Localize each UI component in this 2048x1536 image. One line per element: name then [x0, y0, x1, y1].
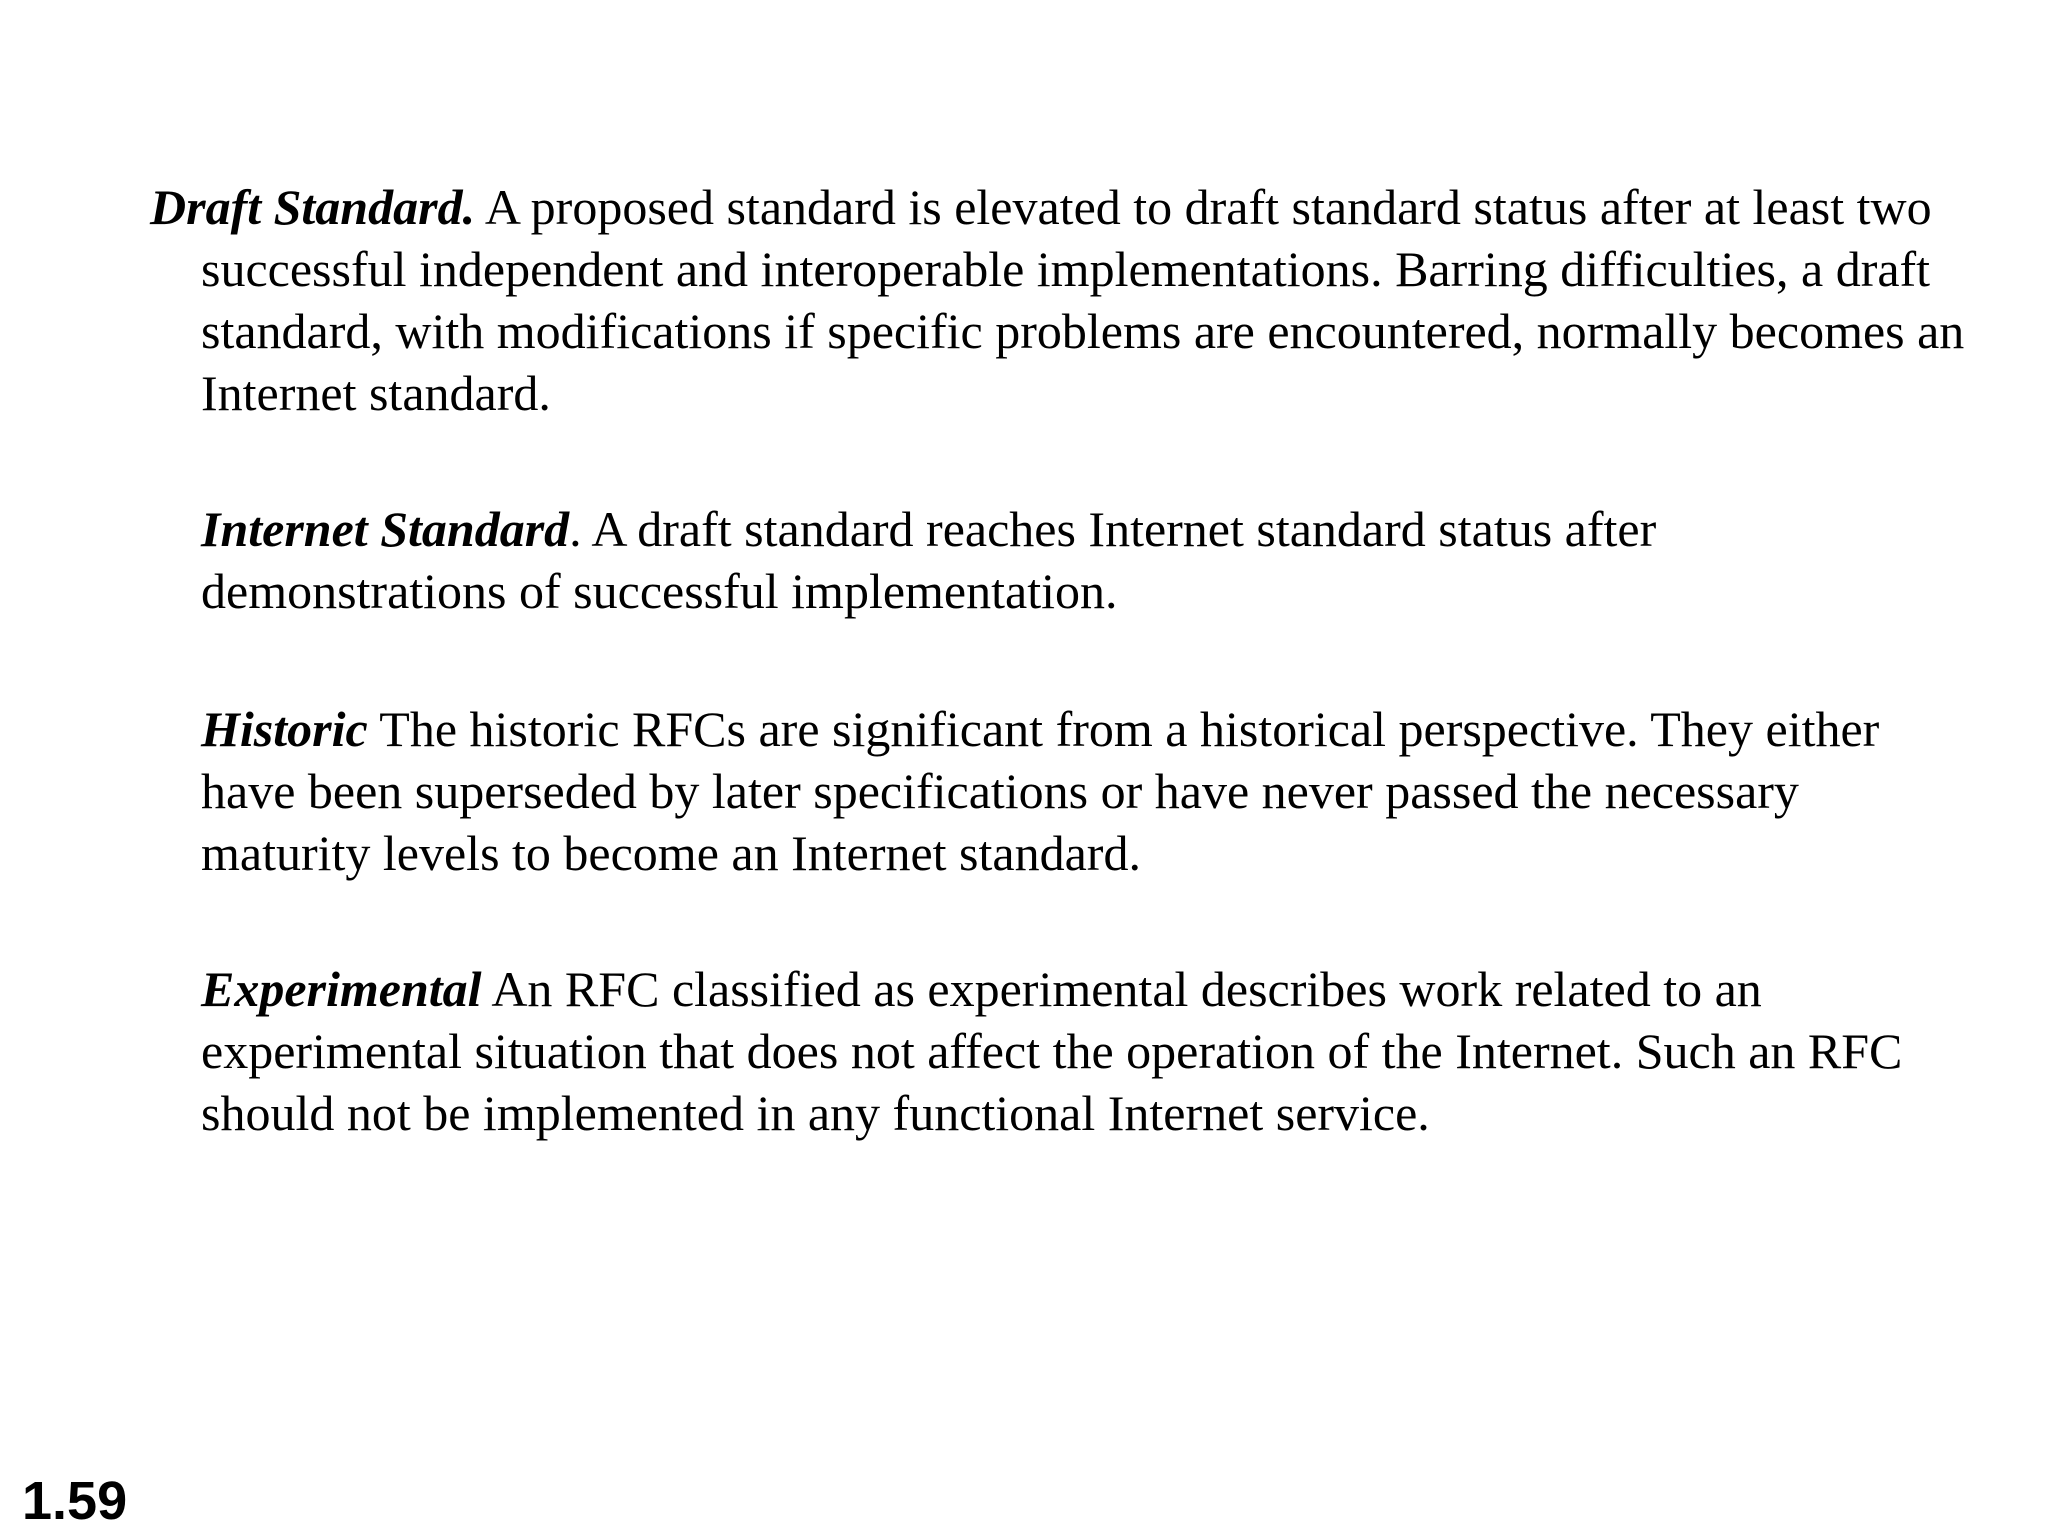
definition-historic: The historic RFCs are significant from a historical perspective. They either have been superseded by later specifications or have never passed the necessary maturity levels to become an Internet standard.: [201, 701, 1880, 881]
paragraph-experimental: [201, 958, 1940, 1144]
page-number: 1.59: [22, 1471, 128, 1531]
term-draft-standard: Draft Standard.: [150, 179, 476, 235]
paragraph-internet-standard: [201, 498, 1940, 622]
definition-internet-standard: A draft standard reaches Internet standard status after demonstrations of successful implementation.: [201, 501, 1657, 619]
paragraph-historic: [201, 698, 1940, 884]
term-experimental: Experimental: [201, 961, 482, 1017]
term-historic: Historic: [201, 701, 368, 757]
definition-experimental: An RFC classified as experimental describes work related to an experimental situation that does not affect the operation of the Internet. Such an RFC should not be implemented in any functional Internet service.: [201, 961, 1903, 1141]
term-internet-standard: Internet Standard: [201, 501, 570, 557]
paragraph-draft-standard: [150, 176, 1991, 424]
definition-draft-standard: A proposed standard is elevated to draft standard status after at least two successful independent and interoperable implementations. Barring difficulties, a draft standard, with modifications if specific problems are encountered, normally becomes an Internet standard.: [201, 179, 1965, 421]
term-suffix: .: [569, 501, 582, 557]
